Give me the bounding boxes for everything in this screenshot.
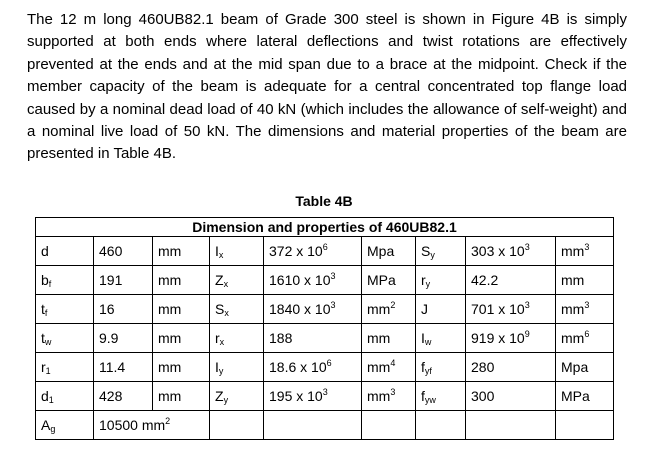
value-cell: 303 x $10^3$ [466,237,556,266]
unit-cell: $mm^3$ [362,382,416,411]
unit-cell: mm [153,324,210,353]
symbol-cell: $b_f$ [36,266,94,295]
unit-cell: mm [153,382,210,411]
table-header-row [36,218,614,237]
symbol-cell: $f_{yw}$ [416,382,466,411]
table-header: Dimension and properties of 460UB82.1 [36,218,614,237]
value-cell: 428 [94,382,153,411]
symbol-cell: $A_g$ [36,411,94,440]
value-cell: 280 [466,353,556,382]
value-cell: 1610 x $10^3$ [264,266,362,295]
symbol-cell: $S_x$ [210,295,264,324]
unit-cell: $mm^3$ [556,295,614,324]
table-row [36,295,614,324]
value-cell: 11.4 [94,353,153,382]
value-cell: 18.6 x $10^6$ [264,353,362,382]
empty-cell [416,411,466,440]
symbol-cell: $r_1$ [36,353,94,382]
value-cell: 300 [466,382,556,411]
symbol-cell: $S_y$ [416,237,466,266]
properties-table [35,217,614,440]
empty-cell [556,411,614,440]
symbol-cell: $Z_x$ [210,266,264,295]
empty-cell [210,411,264,440]
value-cell: 195 x $10^3$ [264,382,362,411]
problem-statement: The 12 m long 460UB82.1 beam of Grade 300 steel is shown in Figure 4B is simply supported at both ends where lateral deflections and twist rotations are effectively prevented at the ends and at the mid span due to a brace at the midpoint. Check if the member capacity of the beam is adequate for a central concentrated top flange load caused by a nominal dead load of 40 kN (which includes the allowance of self-weight) and a nominal live load of 50 kN. The dimensions and material properties of the beam are presented in Table 4B. [27,11,627,163]
unit-cell: MPa [362,266,416,295]
symbol-cell: $r_x$ [210,324,264,353]
symbol-cell: $I_w$ [416,324,466,353]
value-cell: 460 [94,237,153,266]
table-row [36,382,614,411]
symbol-cell: d [36,237,94,266]
unit-cell: mm [153,237,210,266]
symbol-cell: $Z_y$ [210,382,264,411]
table-row [36,353,614,382]
symbol-cell: J [416,295,466,324]
unit-cell: Mpa [362,237,416,266]
value-cell: 9.9 [94,324,153,353]
value-cell: 1840 x $10^3$ [264,295,362,324]
table-row [36,411,614,440]
value-cell: 191 [94,266,153,295]
value-cell: 919 x $10^9$ [466,324,556,353]
unit-cell: mm [362,324,416,353]
symbol-cell: $I_x$ [210,237,264,266]
table-row [36,266,614,295]
table-body [36,237,614,411]
unit-cell: mm [153,266,210,295]
symbol-cell: $t_f$ [36,295,94,324]
unit-cell: mm [153,353,210,382]
symbol-cell: $I_y$ [210,353,264,382]
value-cell: 701 x $10^3$ [466,295,556,324]
unit-cell: mm [556,266,614,295]
symbol-cell: $r_y$ [416,266,466,295]
value-cell: 42.2 [466,266,556,295]
value-cell: 372 x $10^6$ [264,237,362,266]
unit-cell: mm [153,295,210,324]
unit-cell: $mm^3$ [556,237,614,266]
symbol-cell: $t_w$ [36,324,94,353]
unit-cell: $mm^4$ [362,353,416,382]
table-caption: Table 4B [295,193,353,209]
value-cell: 188 [264,324,362,353]
value-cell: 10500 $mm^2$ [94,411,210,440]
unit-cell: MPa [556,382,614,411]
table-row [36,324,614,353]
unit-cell: Mpa [556,353,614,382]
unit-cell: $mm^2$ [362,295,416,324]
empty-cell [466,411,556,440]
symbol-cell: $f_{yf}$ [416,353,466,382]
unit-cell: $mm^6$ [556,324,614,353]
empty-cell [264,411,362,440]
value-cell: 16 [94,295,153,324]
empty-cell [362,411,416,440]
symbol-cell: $d_1$ [36,382,94,411]
table-row [36,237,614,266]
